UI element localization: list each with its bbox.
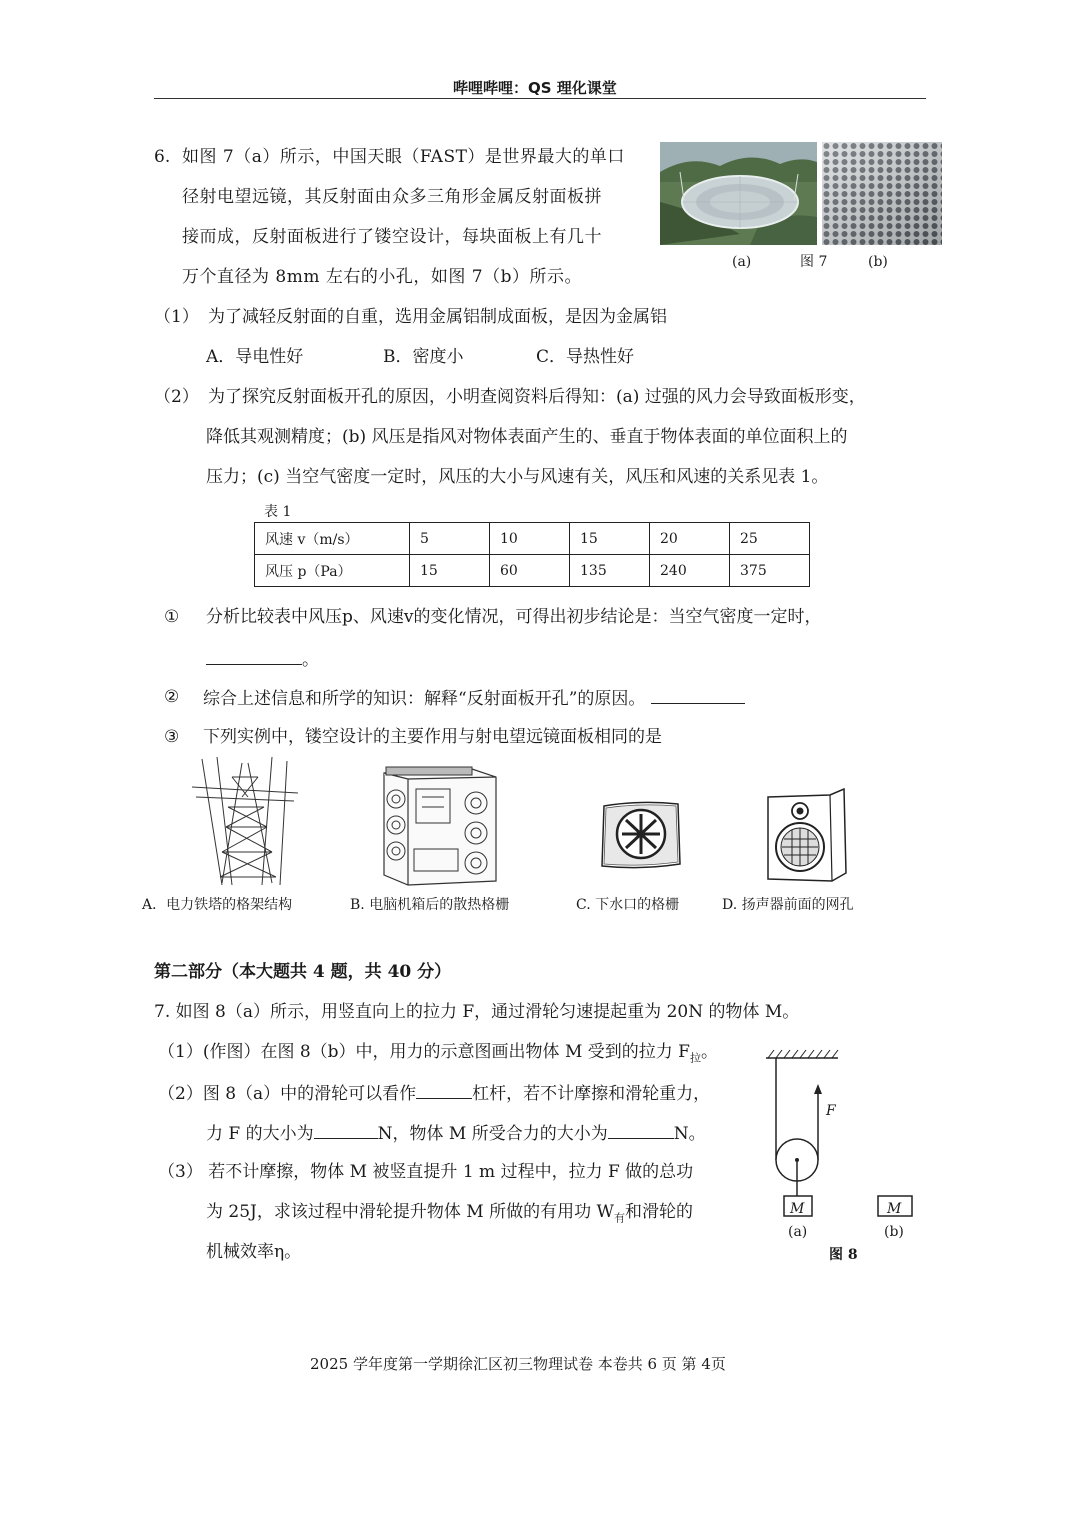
answer-blank[interactable] — [608, 1122, 674, 1139]
table-row — [255, 555, 810, 587]
q6-s2-number: ② — [164, 687, 180, 707]
page-footer: 2025 学年度第一学期徐汇区初三物理试卷 本卷共 6 页 第 4页 — [310, 1355, 726, 1373]
q7-sub1-text: （1）(作图）在图 8（b）中，用力的示意图画出物体 M 受到的拉力 F — [158, 1042, 690, 1062]
drain-grate-image — [600, 800, 682, 870]
q7-sub3-line1: （3） 若不计摩擦，物体 M 被竖直提升 1 m 过程中，拉力 F 做的总功 — [158, 1162, 694, 1182]
choice-b[interactable]: B. 电脑机箱后的散热格栅 — [350, 897, 510, 913]
q6-sub1-option-c[interactable]: C．导热性好 — [536, 347, 635, 367]
q6-sub1-number: （1） — [154, 307, 199, 327]
table-cell: 20 — [650, 523, 730, 555]
q7-line1: 7. 如图 8（a）所示，用竖直向上的拉力 F，通过滑轮匀速提起重为 20N 的物体 M。 — [154, 1002, 800, 1022]
q7-sub1-end: 。 — [700, 1042, 718, 1062]
pulley-diagram — [760, 1048, 920, 1220]
q7-sub2-c: 力 F 的大小为 — [206, 1124, 314, 1144]
fig7-label-a: (a) — [732, 254, 752, 270]
q7-sub2-e: N。 — [673, 1124, 706, 1144]
q6-line: 如图 7（a）所示，中国天眼（FAST）是世界最大的单口 — [182, 147, 625, 167]
q6-sub2-line: 降低其观测精度；(b) 风压是指风对物体表面产生的、垂直于物体表面的单位面积上的 — [206, 427, 848, 447]
computer-case-image — [378, 763, 502, 887]
choice-c[interactable]: C. 下水口的格栅 — [576, 897, 680, 913]
q6-s1-text: 分析比较表中风压p、风速v的变化情况，可得出初步结论是：当空气密度一定时， — [206, 607, 822, 627]
q7-sub3-line3: 机械效率η。 — [206, 1242, 302, 1262]
table-cell: 15 — [570, 523, 650, 555]
q6-line: 径射电望远镜，其反射面由众多三角形金属反射面板拼 — [182, 187, 602, 207]
q7-sub2-line2 — [206, 1122, 706, 1144]
perforated-panel-photo — [822, 142, 942, 245]
choice-d[interactable]: D. 扬声器前面的网孔 — [722, 897, 854, 913]
part2-title: 第二部分（本大题共 4 题，共 40 分） — [154, 962, 452, 982]
q6-s1-end: 。 — [302, 650, 319, 670]
header-divider — [154, 98, 926, 99]
table-caption: 表 1 — [264, 504, 292, 520]
table-row-label: 风速 v（m/s） — [255, 523, 410, 555]
fig7-label-b: (b) — [868, 254, 888, 270]
fig8-label-b: (b) — [884, 1224, 904, 1240]
q6-sub1-option-b[interactable]: B．密度小 — [383, 347, 464, 367]
table-cell: 240 — [650, 555, 730, 587]
q7-sub3-b: 为 25J，求该过程中滑轮提升物体 M 所做的有用功 W — [206, 1202, 614, 1222]
q6-sub2-number: （2） — [154, 387, 199, 407]
q6-sub2-line: 压力；(c) 当空气密度一定时，风压的大小与风速有关，风压和风速的关系见表 1。 — [206, 467, 829, 487]
fast-telescope-photo — [660, 142, 817, 245]
table-cell: 60 — [490, 555, 570, 587]
speaker-image — [764, 787, 848, 883]
table-cell: 25 — [730, 523, 810, 555]
answer-blank[interactable] — [206, 648, 302, 665]
table-cell: 5 — [410, 523, 490, 555]
q6-number: 6. — [154, 147, 171, 167]
table-row — [255, 523, 810, 555]
q6-line: 接而成，反射面板进行了镂空设计，每块面板上有几十 — [182, 227, 602, 247]
q7-sub1-subscript: 拉 — [689, 1051, 701, 1065]
q6-s3-number: ③ — [164, 727, 180, 747]
answer-blank[interactable] — [651, 687, 745, 704]
q7-sub2-line1 — [158, 1082, 710, 1104]
q6-s2-prompt: 综合上述信息和所学的知识：解释“反射面板开孔”的原因。 — [203, 689, 646, 709]
wind-table — [254, 522, 810, 587]
table-cell: 375 — [730, 555, 810, 587]
q6-sub2-line: 为了探究反射面板开孔的原因，小明查阅资料后得知：(a) 过强的风力会导致面板形变， — [208, 387, 866, 407]
q6-line: 万个直径为 8mm 左右的小孔，如图 7（b）所示。 — [182, 267, 582, 287]
q6-s3-text: 下列实例中，镂空设计的主要作用与射电望远镜面板相同的是 — [203, 727, 662, 747]
table-cell: 10 — [490, 523, 570, 555]
table-row-label: 风压 p（Pa） — [255, 555, 410, 587]
q6-s2-text — [203, 687, 745, 709]
q7-sub1 — [158, 1042, 718, 1068]
fig8-mass-a: M — [790, 1201, 805, 1217]
q7-sub2-d: N，物体 M 所受合力的大小为 — [377, 1124, 608, 1144]
q7-sub3-line2 — [206, 1202, 693, 1228]
table-cell: 15 — [410, 555, 490, 587]
fig8-force-label: F — [826, 1103, 836, 1119]
q6-sub1-text: 为了减轻反射面的自重，选用金属铝制成面板，是因为金属铝 — [208, 307, 667, 327]
fig8-caption: 图 8 — [829, 1247, 858, 1263]
q6-s1-answer[interactable] — [206, 648, 319, 670]
page-header: 哔哩哔哩：QS 理化课堂 — [453, 79, 617, 97]
choice-a[interactable]: A．电力铁塔的格架结构 — [142, 897, 293, 913]
table-cell: 135 — [570, 555, 650, 587]
q6-sub1-option-a[interactable]: A．导电性好 — [206, 347, 304, 367]
answer-blank[interactable] — [314, 1122, 378, 1139]
fig8-label-a: (a) — [788, 1224, 808, 1240]
fig7-caption: 图 7 — [800, 254, 828, 270]
fig8-mass-b: M — [887, 1201, 902, 1217]
q7-sub2-b: 杠杆，若不计摩擦和滑轮重力， — [472, 1084, 711, 1104]
q6-s1-number: ① — [164, 607, 180, 627]
q7-sub3-subscript: 有 — [613, 1211, 625, 1225]
power-tower-image — [192, 757, 298, 885]
q7-sub3-b-end: 和滑轮的 — [624, 1202, 693, 1222]
q7-sub2-a: （2）图 8（a）中的滑轮可以看作 — [158, 1084, 417, 1104]
answer-blank[interactable] — [416, 1082, 472, 1099]
